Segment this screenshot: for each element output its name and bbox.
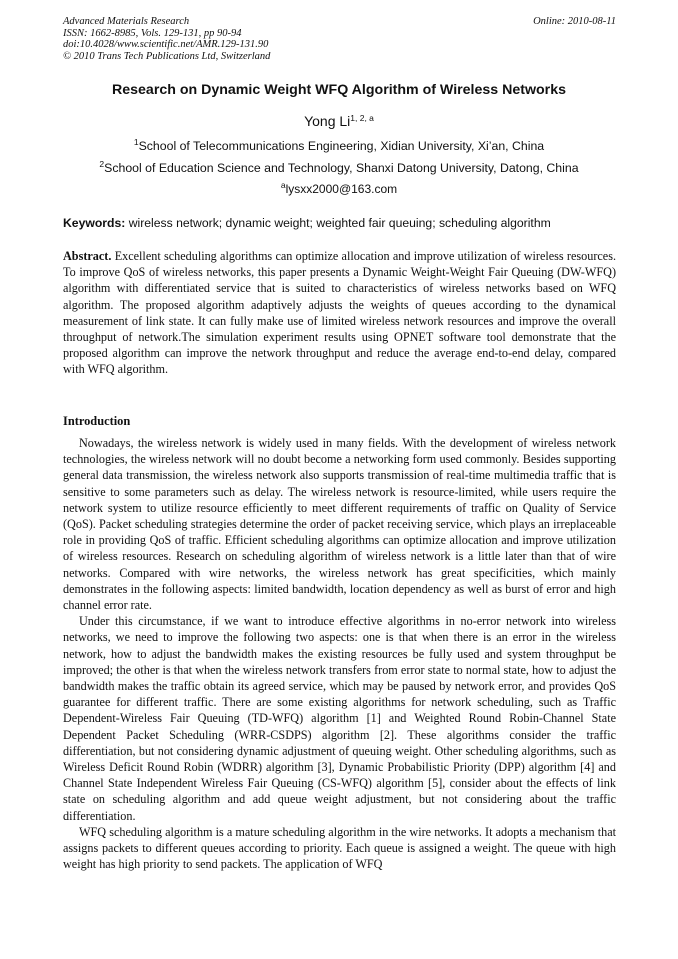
author-line <box>0 113 678 129</box>
affiliation-1-text: School of Telecommunications Engineering, Xidian University, Xi’an, China <box>138 139 545 153</box>
affiliation-2-text: School of Education Science and Technology, Shanxi Datong University, Datong, China <box>104 161 579 175</box>
journal-issn: ISSN: 1662-8985, Vols. 129-131, pp 90-94 <box>63 27 242 39</box>
paragraph: Under this circumstance, if we want to introduce effective algorithms in no-error network into wireless networks, we need to improve the following two aspects: one is that when there is an error in the wireless network, how to adjust the bandwidth makes the existing resources be fully used and system throughput be improved; the other is that when the wireless network transfers from error state to normal state, how to adjust the bandwidth makes the traffic obtain its agreed service, which may be paused by network error, and provides QoS guarantee for different traffic. There are some existing algorithms for network scheduling, such as Traffic Dependent-Wireless Fair Queuing (TD-WFQ) algorithm [1] and Weighted Round Robin-Channel State Dependent Packet Scheduling (WRR-CSDPS) algorithm [2]. These algorithms consider the traffic differentiation, but not considering dynamic adjustment of queuing weight. Other scheduling algorithms, such as Wireless Deficit Round Robin (WDRR) algorithm [3], Dynamic Probabilistic Priority (DPP) algorithm [4] and Channel State Independent Wireless Fair Queuing (CS-WFQ) algorithm [5], consider about the effects of link state on scheduling algorithm and add queue weight adjustment, but not considering about the traffic differentiation. <box>63 614 616 823</box>
keywords <box>63 216 616 230</box>
journal-copyright: © 2010 Trans Tech Publications Ltd, Switzerland <box>63 50 271 62</box>
affiliation-1-mark: 1 <box>133 137 139 147</box>
paper-title: Research on Dynamic Weight WFQ Algorithm of Wireless Networks <box>112 82 566 98</box>
affiliation-2 <box>0 161 678 175</box>
affiliation-1 <box>0 139 678 153</box>
keywords-label: Keywords: <box>63 216 126 230</box>
author-email <box>0 182 678 196</box>
paragraph: WFQ scheduling algorithm is a mature scheduling algorithm in the wire networks. It adopts a mechanism that assigns packets to different queues according to priority. Each queue is assigned a weight. The queue with high weight has high priority to send packets. The application of WFQ <box>63 824 616 872</box>
author-name: Yong Li <box>304 113 351 129</box>
journal-doi: doi:10.4028/www.scientific.net/AMR.129-131.90 <box>63 39 269 51</box>
keywords-text: wireless network; dynamic weight; weighted fair queuing; scheduling algorithm <box>128 216 551 230</box>
email-text: lysxx2000@163.com <box>285 182 398 196</box>
journal-header <box>63 16 616 62</box>
introduction-body <box>63 435 616 872</box>
online-date: Online: 2010-08-11 <box>533 16 616 27</box>
paragraph: Nowadays, the wireless network is widely used in many fields. With the development of wireless network technologies, the wireless network will no doubt become a networking form used commonly. Besides supporting general data transmission, the wireless network also supports transmission of real-time multimedia traffic that is sensitive to some parameters such as delay. The wireless network is resource-limited, while users require the network system to utilize resource efficiently to meet different requirements of traffic on Quality of Service (QoS). Packet scheduling strategies determine the order of packet receiving service, which plays an irreplaceable role in providing QoS of traffic. Efficient scheduling algorithms can optimize allocation and improve utilization of wireless resources. Research on scheduling algorithm of wireless network is a little later than that of wire networks. Compared with wire networks, the wireless network has great specificities, which mainly demonstrates in the following aspects: limited bandwidth, location dependency as well as burst of error and high channel error rate. <box>63 436 616 613</box>
section-heading-introduction: Introduction <box>63 414 131 428</box>
email-mark: a <box>280 180 286 190</box>
affiliation-2-mark: 2 <box>99 159 105 169</box>
journal-name: Advanced Materials Research <box>63 16 190 27</box>
abstract-text: Excellent scheduling algorithms can optimize allocation and improve utilization of wireless resources. To improve QoS of wireless networks, this paper presents a Dynamic Weight-Weight Fair Queuing (DW-WFQ) algorithm with differentiated service that is suited to characteristics of wireless networks based on WFQ algorithm. The proposed algorithm adaptively adjusts the weights of queues according to the dynamical measurement of link state. It can fully make use of limited wireless network resources and improve the overall throughput of network.The simulation experiment results using OPNET software tool demonstrate that the proposed algorithm can improve the network throughput and reduce the average end-to-end delay, compared with WFQ algorithm. <box>63 249 616 377</box>
abstract <box>63 248 616 378</box>
author-marks: 1, 2, a <box>350 113 374 123</box>
abstract-label: Abstract. <box>63 249 112 263</box>
